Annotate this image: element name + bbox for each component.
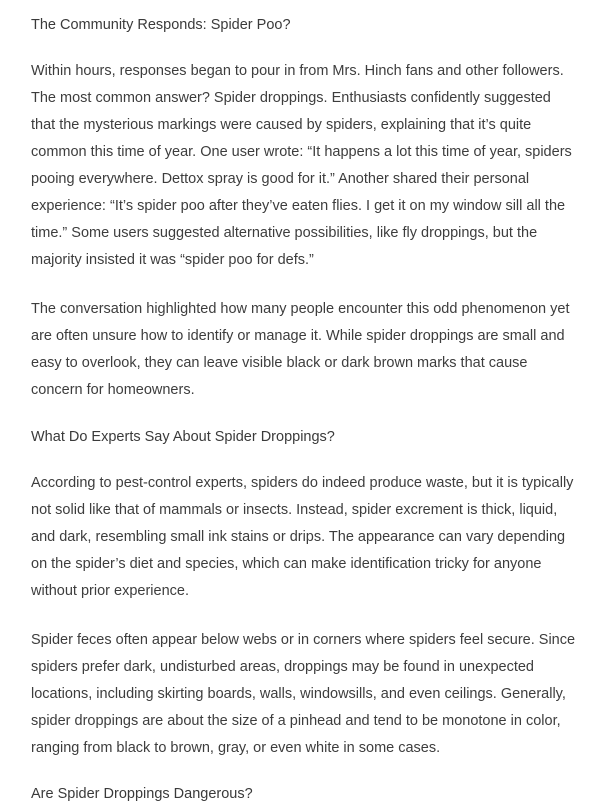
paragraph-community-responses: Within hours, responses began to pour in from Mrs. Hinch fans and other followers. The most common answer? Spider droppings. Enthusiasts confidently suggested that the mysterious markings were caused by spiders, explaining that it’s quite common this time of year. One user wrote: “It happens a lot this time of year, spiders pooing everywhere. Dettox spray is good for it.” Another shared their personal experience: “It’s spider poo after they’ve eaten flies. I get it on my window sill all the time.” Some users suggested alternative possibilities, like fly droppings, but the majority insisted it was “spider poo for defs.” bbox=[31, 63, 572, 268]
paragraph-expert-description: According to pest-control experts, spiders do indeed produce waste, but it is typically not solid like that of mammals or insects. Instead, spider excrement is thick, liquid, and dark, resembling small ink stains or drips. The appearance can vary depending on the spider’s diet and species, which can make identification tricky for anyone without prior experience. bbox=[31, 475, 574, 599]
paragraph-conversation-highlight: The conversation highlighted how many people encounter this odd phenomenon yet are often unsure how to identify or manage it. While spider droppings are small and easy to overlook, they can leave visible black or dark brown marks that cause concern for homeowners. bbox=[31, 301, 570, 398]
section-heading-experts-say: What Do Experts Say About Spider Droppings? bbox=[31, 429, 335, 445]
paragraph-where-feces-appear: Spider feces often appear below webs or in corners where spiders feel secure. Since spiders prefer dark, undisturbed areas, droppings may be found in unexpected locations, including skirting boards, walls, windowsills, and even ceilings. Generally, spider droppings are about the size of a pinhead and tend to be monotone in color, ranging from black to brown, gray, or even white in some cases. bbox=[31, 632, 576, 756]
section-heading-dangerous: Are Spider Droppings Dangerous? bbox=[31, 786, 253, 802]
section-heading-community-responds: The Community Responds: Spider Poo? bbox=[31, 17, 291, 33]
